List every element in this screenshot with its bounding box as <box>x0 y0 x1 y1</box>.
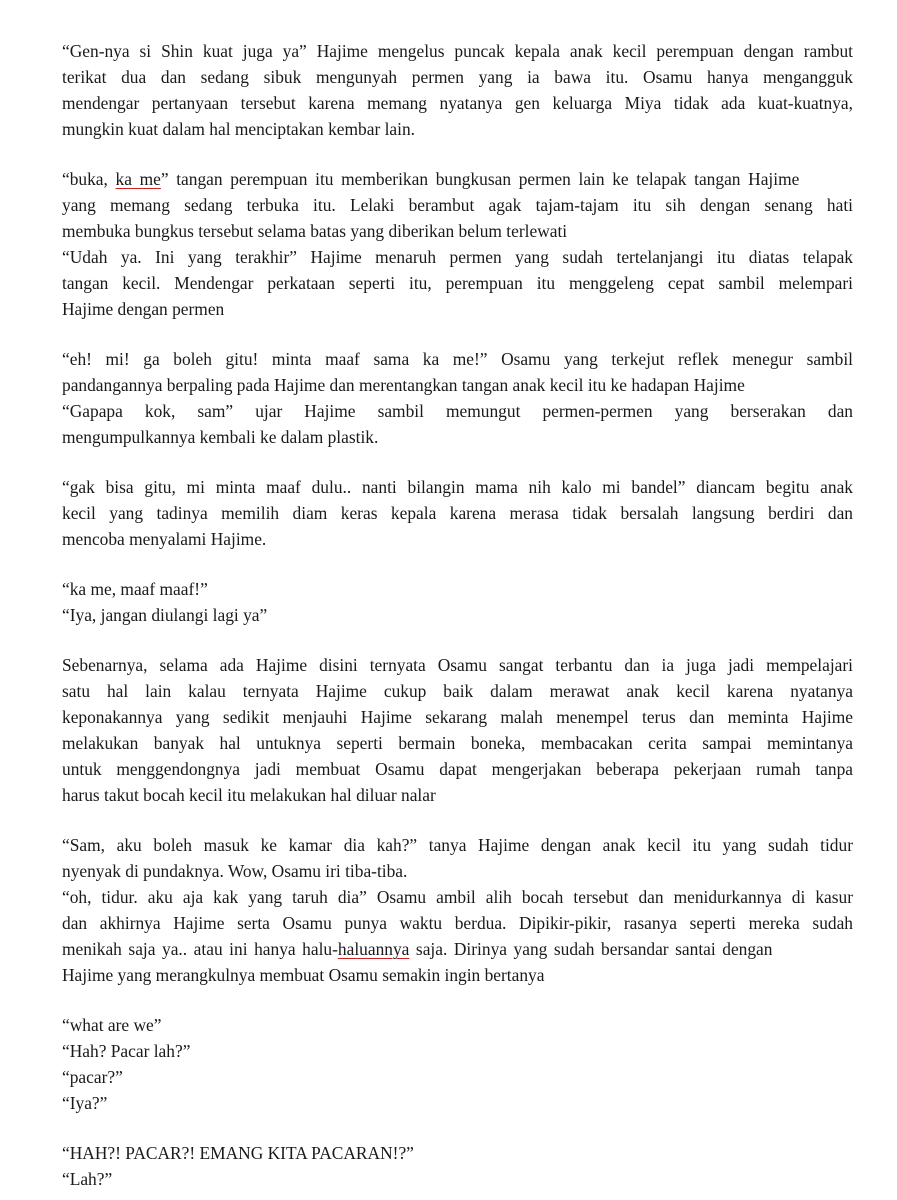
paragraph-gap <box>62 988 853 1012</box>
text-line: untuk menggendongnya jadi membuat Osamu dapat mengerjakan beberapa pekerjaan rumah tanpa <box>62 759 853 779</box>
text-line: dan akhirnya Hajime serta Osamu punya waktu berdua. Dipikir-pikir, rasanya seperti mereka sudah <box>62 913 853 933</box>
paragraph-5 <box>62 576 853 628</box>
paragraph-gap <box>62 322 853 346</box>
text-line: membuka bungkus tersebut selama batas yang diberikan belum terlewati <box>62 221 568 241</box>
text-line: tangan kecil. Mendengar perkataan seperti itu, perempuan itu menggeleng cepat sambil melempari <box>62 273 853 293</box>
text-line: Hajime yang merangkulnya membuat Osamu semakin ingin bertanya <box>62 965 545 985</box>
text-line: pandangannya berpaling pada Hajime dan merentangkan tangan anak kecil itu ke hadapan Hajime <box>62 375 745 395</box>
text-line: harus takut bocah kecil itu melakukan hal diluar nalar <box>62 785 436 805</box>
text-line: terikat dua dan sedang sibuk mengunyah permen yang ia bawa itu. Osamu hanya mengangguk <box>62 67 853 87</box>
text-segment: menikah saja ya.. atau ini hanya halu- <box>62 939 338 959</box>
paragraph-gap <box>62 628 853 652</box>
paragraph-1 <box>62 38 853 142</box>
paragraph-gap <box>62 1116 853 1140</box>
paragraph-7 <box>62 832 853 988</box>
paragraph-gap <box>62 552 853 576</box>
paragraph-gap <box>62 450 853 474</box>
paragraph-2 <box>62 166 853 322</box>
paragraph-9 <box>62 1140 853 1192</box>
paragraph-gap <box>62 808 853 832</box>
spellcheck-underline: haluannya <box>337 939 410 959</box>
text-line: “Lah?” <box>62 1169 113 1189</box>
text-line: “oh, tidur. aku aja kak yang taruh dia” Osamu ambil alih bocah tersebut dan menidurkannya di kasur <box>62 887 853 907</box>
text-line: satu hal lain kalau ternyata Hajime cukup baik dalam merawat anak kecil karena nyatanya <box>62 681 853 701</box>
paragraph-3 <box>62 346 853 450</box>
text-line: Sebenarnya, selama ada Hajime disini ternyata Osamu sangat terbantu dan ia juga jadi mempelajari <box>62 655 853 675</box>
text-line: “Udah ya. Ini yang terakhir” Hajime menaruh permen yang sudah tertelanjangi itu diatas telapak <box>62 247 853 267</box>
text-line: yang memang sedang terbuka itu. Lelaki berambut agak tajam-tajam itu sih dengan senang hati <box>62 195 853 215</box>
paragraph-4 <box>62 474 853 552</box>
spellcheck-underline: ka me <box>115 169 161 189</box>
text-line: mencoba menyalami Hajime. <box>62 529 267 549</box>
paragraph-8 <box>62 1012 853 1116</box>
text-line: mungkin kuat dalam hal menciptakan kembar lain. <box>62 119 416 139</box>
paragraph-6 <box>62 652 853 808</box>
text-segment: saja. Dirinya yang sudah bersandar santai dengan <box>409 939 773 959</box>
paragraph-gap <box>62 142 853 166</box>
text-line: “eh! mi! ga boleh gitu! minta maaf sama ka me!” Osamu yang terkejut reflek menegur sambil <box>62 349 853 369</box>
text-segment: ” tangan perempuan itu memberikan bungkusan permen lain ke telapak tangan Hajime <box>160 169 800 189</box>
text-line: “what are we” <box>62 1015 162 1035</box>
text-line: kecil yang tadinya memilih diam keras kepala karena merasa tidak bersalah langsung berdiri dan <box>62 503 853 523</box>
text-line: “gak bisa gitu, mi minta maaf dulu.. nanti bilangin mama nih kalo mi bandel” diancam begitu anak <box>62 477 853 497</box>
text-line: Hajime dengan permen <box>62 299 225 319</box>
text-line: mengumpulkannya kembali ke dalam plastik. <box>62 427 379 447</box>
text-line <box>62 166 853 192</box>
text-line <box>62 936 853 962</box>
text-line: “Gapapa kok, sam” ujar Hajime sambil memungut permen-permen yang berserakan dan <box>62 401 853 421</box>
text-line: “Sam, aku boleh masuk ke kamar dia kah?” tanya Hajime dengan anak kecil itu yang sudah tidur <box>62 835 853 855</box>
text-line: melakukan banyak hal untuknya seperti bermain boneka, membacakan cerita sampai memintanya <box>62 733 853 753</box>
text-line: “Hah? Pacar lah?” <box>62 1041 191 1061</box>
text-segment: “buka, <box>62 169 116 189</box>
text-line: “HAH?! PACAR?! EMANG KITA PACARAN!?” <box>62 1143 414 1163</box>
text-line: mendengar pertanyaan tersebut karena memang nyatanya gen keluarga Miya tidak ada kuat-kuatnya, <box>62 93 853 113</box>
text-line: “Gen-nya si Shin kuat juga ya” Hajime mengelus puncak kepala anak kecil perempuan dengan rambut <box>62 41 853 61</box>
text-line: nyenyak di pundaknya. Wow, Osamu iri tiba-tiba. <box>62 861 408 881</box>
document-page <box>62 38 853 1192</box>
text-line: “Iya?” <box>62 1093 108 1113</box>
text-line: “pacar?” <box>62 1067 123 1087</box>
text-line: “ka me, maaf maaf!” <box>62 579 208 599</box>
text-line: keponakannya yang sedikit menjauhi Hajime sekarang malah menempel terus dan meminta Hajime <box>62 707 853 727</box>
text-line: “Iya, jangan diulangi lagi ya” <box>62 605 268 625</box>
